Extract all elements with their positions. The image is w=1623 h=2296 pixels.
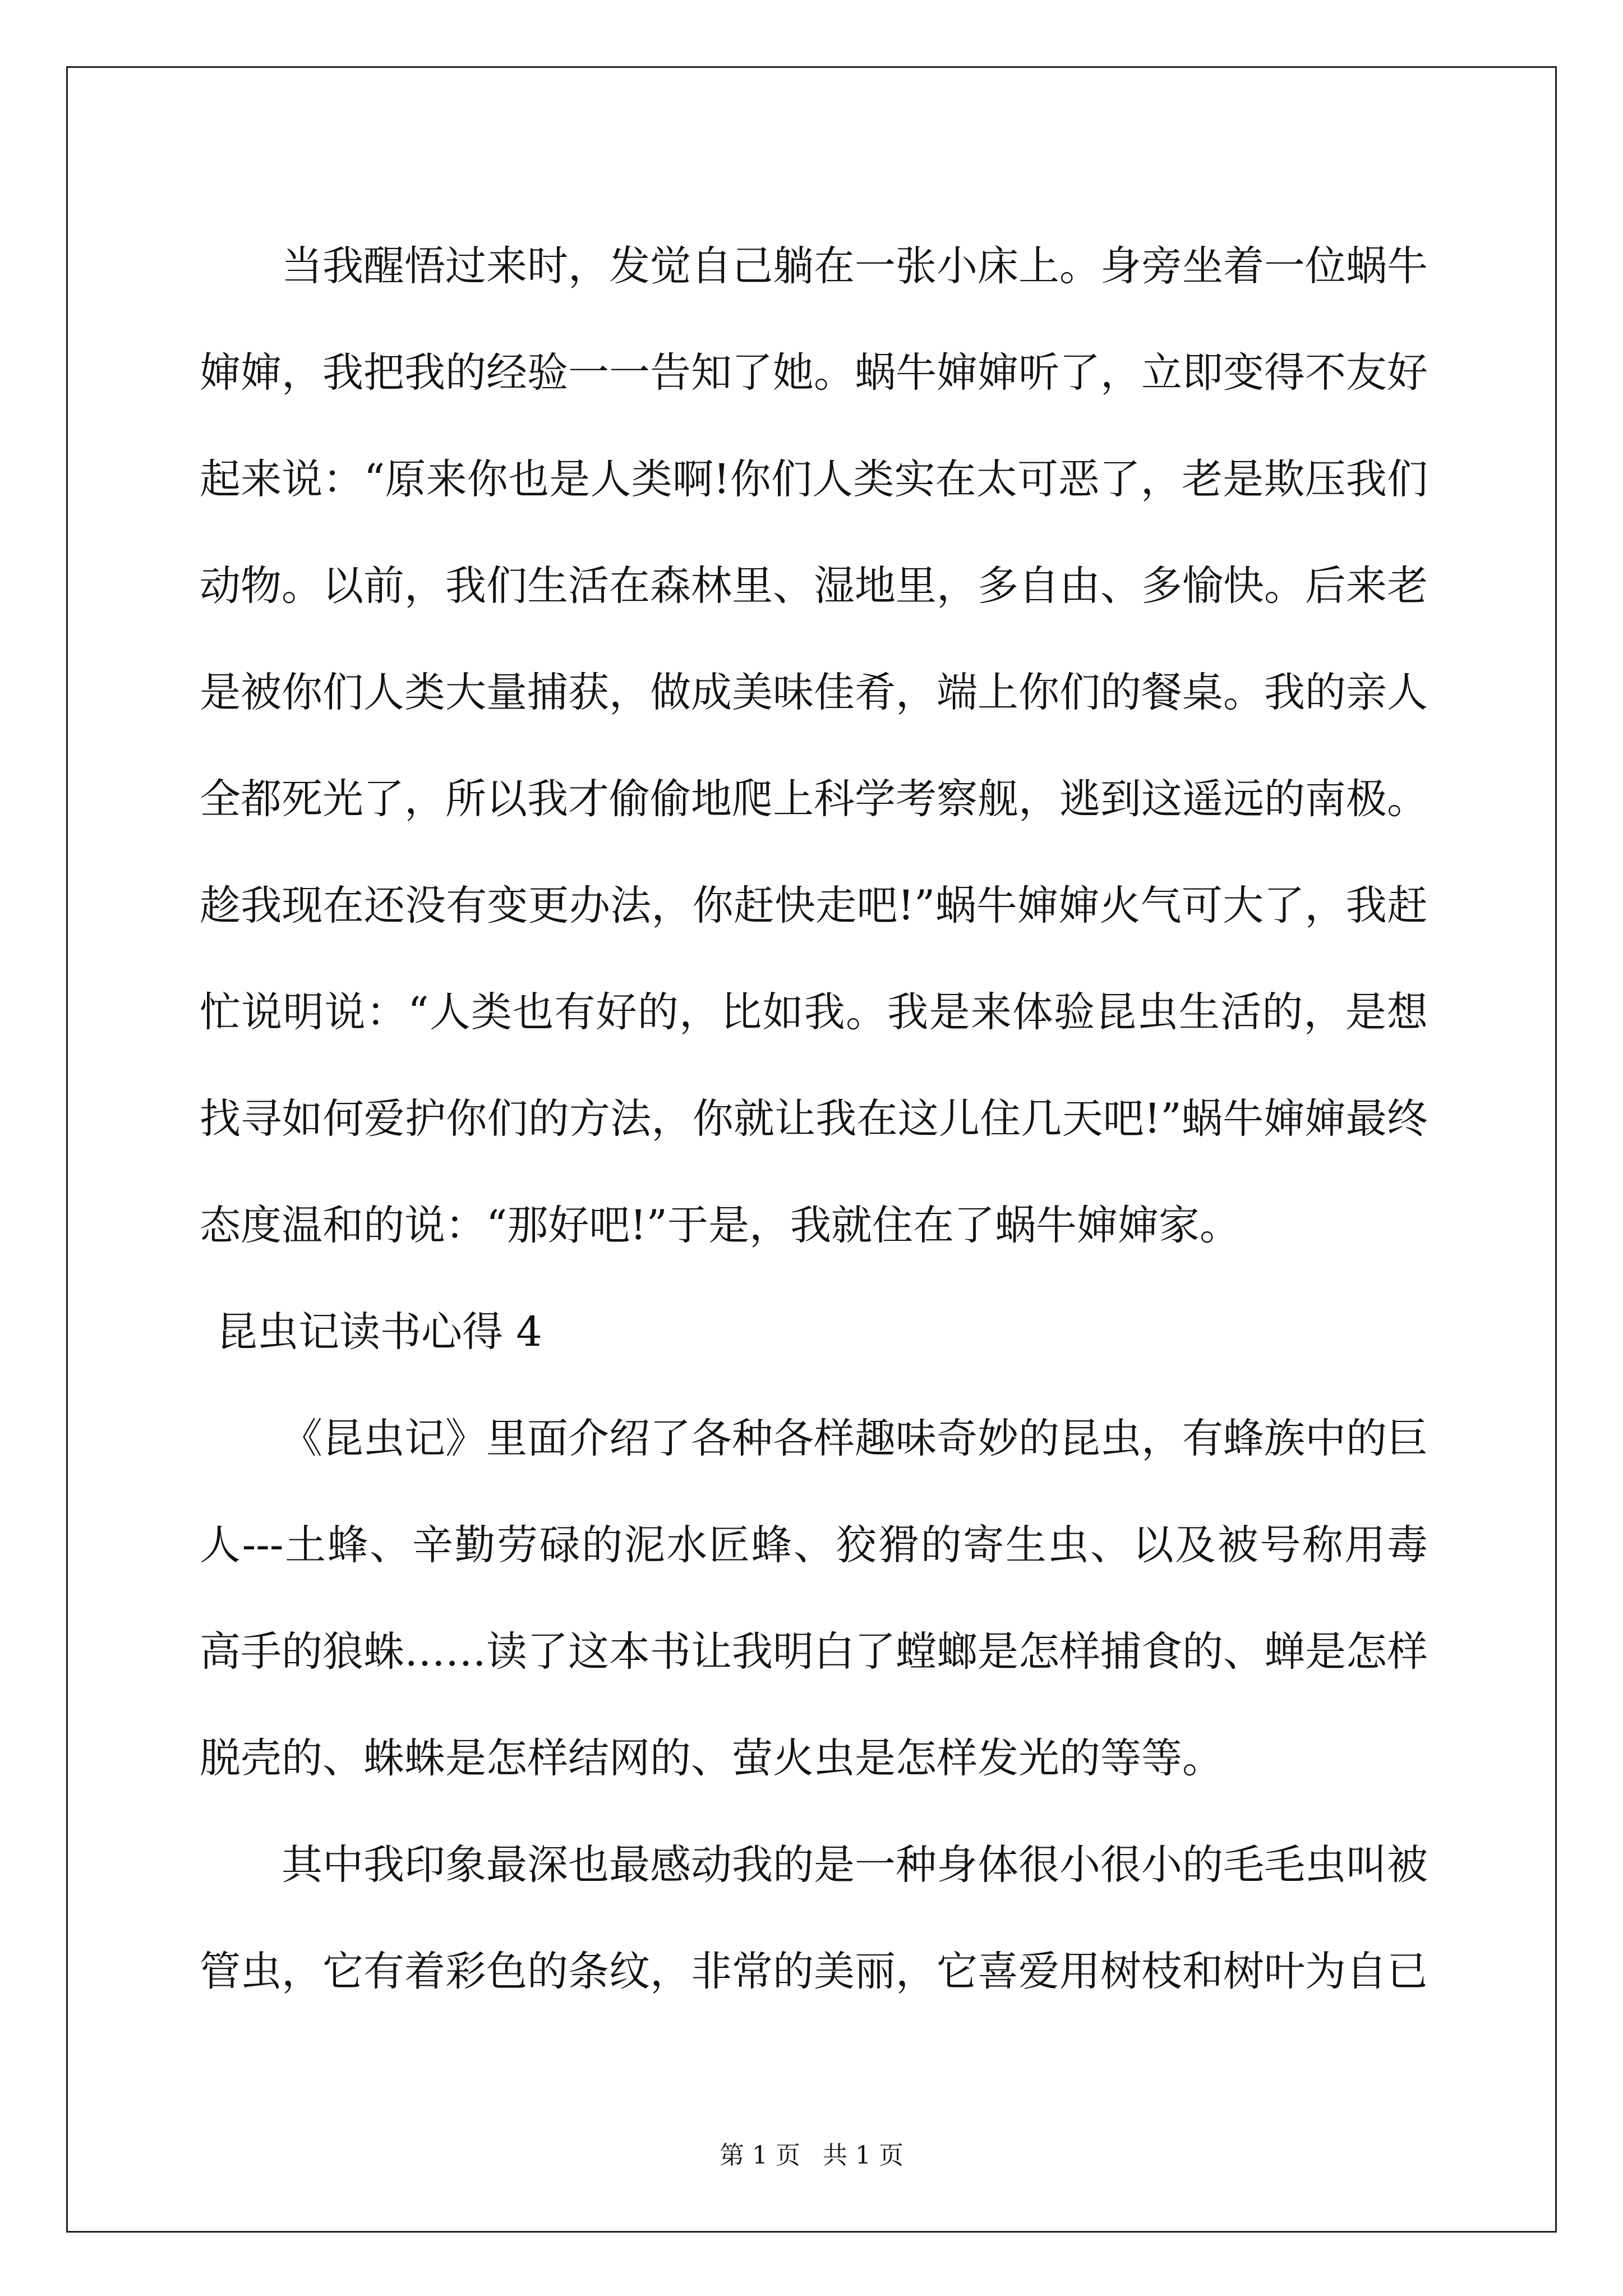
page-number-total: 共 1 页 (823, 2141, 903, 2170)
paragraph-caterpillar: 其中我印象最深也最感动我的是一种身体很小很小的毛毛虫叫被管虫，它有着彩色的条纹，非常的美丽，它喜爱用树枝和树叶为自已 (200, 1841, 1428, 1995)
document-body (200, 213, 1428, 2025)
page-footer (0, 2135, 1623, 2171)
section-heading: 昆虫记读书心得 4 (216, 1308, 542, 1356)
paragraph-snail-story: 当我醒悟过来时，发觉自己躺在一张小床上。身旁坐着一位蜗牛婶婶，我把我的经验一一告知了她。蜗牛婶婶听了，立即变得不友好起来说：“原来你也是人类啊!你们人类实在太可恶了，老是欺压我们动物。以前，我们生活在森林里、湿地里，多自由、多愉快。后来老是被你们人类大量捕获，做成美味佳肴，端上你们的餐桌。我的亲人全都死光了，所以我才偷偷地爬上科学考察舰，逃到这遥远的南极。趁我现在还没有变更办法，你赶快走吧!”蜗牛婶婶火气可大了，我赶忙说明说：“人类也有好的，比如我。我是来体验昆虫生活的，是想找寻如何爱护你们的方法，你就让我在这儿住几天吧!”蜗牛婶婶最终态度温和的说：“那好吧!”于是，我就住在了蜗牛婶婶家。 (200, 242, 1428, 1249)
paragraph-insects-intro: 《昆虫记》里面介绍了各种各样趣味奇妙的昆虫，有蜂族中的巨人---土蜂、辛勤劳碌的泥水匠蜂、狡猾的寄生虫、以及被号称用毒高手的狼蛛……读了这本书让我明白了螳螂是怎样捕食的、蝉是怎样脱壳的、蛛蛛是怎样结网的、萤火虫是怎样发光的等等。 (200, 1415, 1428, 1782)
page-number-current: 第 1 页 (720, 2141, 800, 2170)
